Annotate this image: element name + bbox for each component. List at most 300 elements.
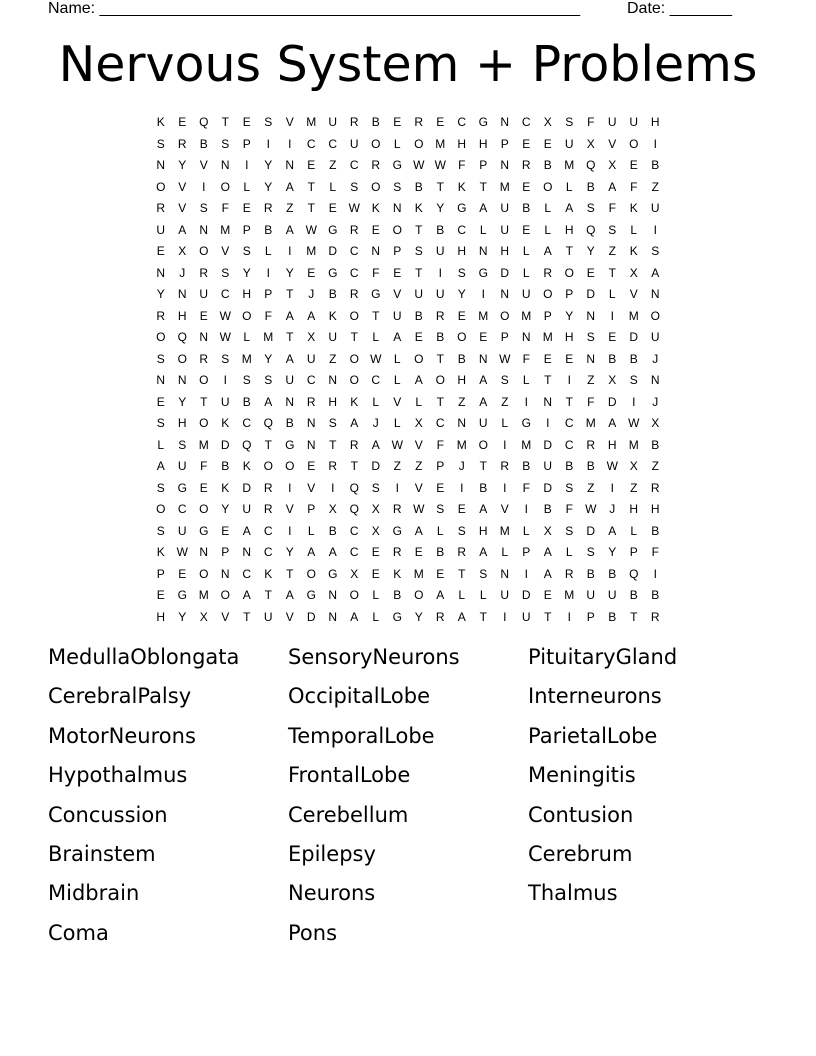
grid-letter[interactable]: U — [607, 115, 617, 129]
grid-letter[interactable]: R — [521, 158, 531, 172]
grid-letter[interactable]: S — [436, 502, 445, 516]
grid-letter[interactable]: B — [479, 480, 488, 495]
grid-letter[interactable]: V — [608, 136, 617, 151]
grid-letter[interactable]: S — [264, 373, 273, 387]
grid-letter[interactable]: E — [221, 523, 230, 538]
grid-letter[interactable]: U — [199, 287, 209, 301]
grid-letter[interactable]: D — [607, 394, 617, 409]
grid-letter[interactable]: H — [564, 222, 574, 237]
grid-letter[interactable]: J — [179, 265, 186, 280]
grid-letter[interactable]: Q — [349, 502, 359, 516]
grid-letter[interactable]: T — [565, 244, 573, 258]
grid-letter[interactable]: W — [413, 158, 425, 172]
grid-letter[interactable]: X — [350, 566, 359, 581]
grid-letter[interactable]: X — [371, 502, 380, 516]
grid-letter[interactable]: O — [242, 308, 252, 323]
grid-letter[interactable]: H — [478, 523, 488, 538]
grid-letter[interactable]: J — [652, 351, 659, 366]
grid-letter[interactable]: Y — [264, 351, 273, 366]
grid-letter[interactable]: O — [629, 136, 639, 151]
grid-letter[interactable]: N — [285, 158, 295, 172]
grid-letter[interactable]: E — [156, 244, 165, 258]
grid-letter[interactable]: A — [543, 566, 552, 581]
grid-letter[interactable]: A — [651, 265, 660, 280]
grid-letter[interactable]: X — [586, 136, 595, 151]
grid-letter[interactable]: N — [457, 416, 467, 430]
grid-letter[interactable]: S — [651, 244, 660, 258]
grid-letter[interactable]: R — [349, 437, 359, 452]
grid-letter[interactable]: G — [199, 523, 209, 538]
grid-letter[interactable]: B — [651, 158, 660, 172]
grid-letter[interactable]: G — [392, 523, 402, 538]
grid-letter[interactable]: G — [285, 437, 295, 452]
grid-letter[interactable]: A — [307, 545, 316, 559]
grid-letter[interactable]: B — [608, 566, 617, 581]
grid-letter[interactable]: S — [479, 566, 488, 581]
grid-letter[interactable]: L — [243, 179, 251, 194]
grid-letter[interactable]: F — [587, 115, 595, 129]
grid-letter[interactable]: F — [565, 502, 573, 516]
grid-letter[interactable]: S — [457, 523, 466, 538]
grid-letter[interactable]: L — [565, 179, 573, 194]
grid-letter[interactable]: S — [178, 437, 187, 452]
grid-letter[interactable]: E — [436, 480, 445, 495]
grid-letter[interactable]: I — [524, 566, 528, 581]
grid-letter[interactable]: P — [543, 308, 552, 323]
grid-letter[interactable]: R — [349, 222, 359, 237]
grid-letter[interactable]: V — [393, 394, 402, 409]
grid-letter[interactable]: T — [630, 609, 638, 624]
grid-letter[interactable]: X — [199, 609, 208, 624]
grid-letter[interactable]: B — [586, 566, 595, 581]
grid-letter[interactable]: R — [392, 502, 402, 516]
grid-letter[interactable]: I — [653, 136, 657, 151]
grid-letter[interactable]: N — [478, 351, 488, 366]
grid-letter[interactable]: R — [199, 351, 209, 366]
grid-letter[interactable]: B — [651, 437, 660, 452]
grid-letter[interactable]: S — [586, 330, 595, 344]
grid-letter[interactable]: Z — [608, 244, 616, 258]
grid-letter[interactable]: Y — [178, 609, 187, 624]
grid-letter[interactable]: R — [177, 136, 187, 151]
grid-letter[interactable]: N — [328, 588, 338, 602]
grid-letter[interactable]: O — [349, 588, 359, 602]
grid-letter[interactable]: E — [307, 158, 316, 172]
grid-letter[interactable]: L — [157, 437, 165, 452]
grid-letter[interactable]: U — [177, 523, 187, 538]
grid-letter[interactable]: M — [542, 330, 553, 344]
grid-letter[interactable]: W — [370, 351, 382, 366]
grid-letter[interactable]: I — [653, 566, 657, 581]
grid-letter[interactable]: E — [522, 179, 531, 194]
grid-letter[interactable]: C — [263, 523, 273, 538]
grid-letter[interactable]: M — [241, 351, 252, 366]
grid-letter[interactable]: U — [650, 330, 660, 344]
grid-letter[interactable]: U — [220, 394, 230, 409]
grid-letter[interactable]: C — [457, 222, 467, 237]
grid-letter[interactable]: E — [565, 351, 574, 366]
grid-letter[interactable]: T — [544, 609, 552, 624]
grid-letter[interactable]: W — [219, 330, 231, 344]
grid-letter[interactable]: T — [565, 394, 573, 409]
grid-letter[interactable]: M — [306, 244, 317, 258]
grid-letter[interactable]: T — [329, 437, 337, 452]
grid-letter[interactable]: X — [371, 523, 380, 538]
grid-letter[interactable]: G — [328, 566, 338, 581]
grid-letter[interactable]: C — [220, 287, 230, 301]
grid-letter[interactable]: L — [436, 523, 444, 538]
grid-letter[interactable]: P — [586, 609, 595, 624]
grid-letter[interactable]: B — [629, 351, 638, 366]
grid-letter[interactable]: U — [392, 308, 402, 323]
grid-letter[interactable]: W — [391, 437, 403, 452]
grid-letter[interactable]: U — [564, 136, 574, 151]
grid-letter[interactable]: A — [414, 373, 423, 387]
grid-letter[interactable]: N — [177, 373, 187, 387]
grid-letter[interactable]: E — [199, 480, 208, 495]
grid-letter[interactable]: H — [500, 244, 510, 258]
grid-letter[interactable]: R — [371, 158, 381, 172]
grid-letter[interactable]: R — [156, 308, 166, 323]
grid-letter[interactable]: A — [242, 588, 251, 602]
grid-letter[interactable]: P — [522, 545, 531, 559]
grid-letter[interactable]: A — [479, 201, 488, 215]
grid-letter[interactable]: N — [650, 287, 660, 301]
grid-letter[interactable]: D — [586, 287, 596, 301]
grid-letter[interactable]: E — [543, 588, 552, 602]
grid-letter[interactable]: G — [392, 609, 402, 624]
grid-letter[interactable]: R — [328, 459, 338, 473]
grid-letter[interactable]: C — [306, 373, 316, 387]
grid-letter[interactable]: L — [393, 416, 401, 430]
grid-letter[interactable]: I — [632, 394, 636, 409]
grid-letter[interactable]: C — [457, 115, 467, 129]
grid-letter[interactable]: I — [288, 480, 292, 495]
grid-letter[interactable]: H — [457, 244, 467, 258]
grid-letter[interactable]: H — [650, 115, 660, 129]
grid-letter[interactable]: F — [651, 545, 659, 559]
grid-letter[interactable]: M — [499, 523, 510, 538]
grid-letter[interactable]: D — [242, 480, 252, 495]
grid-letter[interactable]: L — [458, 588, 466, 602]
grid-letter[interactable]: N — [306, 437, 316, 452]
grid-letter[interactable]: V — [221, 609, 230, 624]
grid-letter[interactable]: L — [479, 222, 487, 237]
grid-letter[interactable]: B — [651, 523, 660, 538]
grid-letter[interactable]: C — [263, 545, 273, 559]
grid-letter[interactable]: K — [156, 545, 165, 559]
grid-letter[interactable]: I — [567, 609, 571, 624]
grid-letter[interactable]: K — [393, 566, 402, 581]
grid-letter[interactable]: T — [479, 459, 487, 473]
grid-letter[interactable]: O — [285, 459, 295, 473]
grid-letter[interactable]: T — [286, 566, 294, 581]
grid-letter[interactable]: U — [650, 201, 660, 215]
grid-letter[interactable]: X — [629, 265, 638, 280]
grid-letter[interactable]: H — [156, 609, 166, 624]
grid-letter[interactable]: S — [608, 222, 617, 237]
grid-letter[interactable]: O — [564, 265, 574, 280]
grid-letter[interactable]: O — [220, 179, 230, 194]
grid-letter[interactable]: T — [372, 308, 380, 323]
grid-letter[interactable]: I — [331, 480, 335, 495]
grid-letter[interactable]: I — [202, 179, 206, 194]
grid-letter[interactable]: E — [522, 222, 531, 237]
grid-letter[interactable]: X — [543, 115, 552, 129]
grid-letter[interactable]: M — [585, 416, 596, 430]
grid-letter[interactable]: T — [350, 330, 358, 344]
grid-letter[interactable]: F — [436, 437, 444, 452]
grid-letter[interactable]: A — [479, 545, 488, 559]
grid-letter[interactable]: E — [242, 201, 251, 215]
grid-letter[interactable]: H — [177, 416, 187, 430]
grid-letter[interactable]: G — [371, 287, 381, 301]
grid-letter[interactable]: I — [524, 394, 528, 409]
grid-letter[interactable]: B — [522, 201, 531, 215]
grid-letter[interactable]: U — [629, 115, 639, 129]
grid-letter[interactable]: C — [349, 265, 359, 280]
grid-letter[interactable]: T — [243, 609, 251, 624]
grid-letter[interactable]: C — [177, 502, 187, 516]
grid-letter[interactable]: B — [221, 459, 230, 473]
grid-letter[interactable]: Z — [630, 480, 638, 495]
grid-letter[interactable]: T — [436, 394, 444, 409]
grid-letter[interactable]: P — [242, 222, 251, 237]
grid-letter[interactable]: Z — [329, 158, 337, 172]
grid-letter[interactable]: S — [199, 201, 208, 215]
grid-letter[interactable]: R — [263, 480, 273, 495]
grid-letter[interactable]: L — [372, 394, 380, 409]
grid-letter[interactable]: T — [200, 394, 208, 409]
grid-letter[interactable]: N — [500, 115, 510, 129]
grid-letter[interactable]: Z — [501, 394, 509, 409]
grid-letter[interactable]: L — [544, 222, 552, 237]
grid-letter[interactable]: I — [524, 502, 528, 516]
grid-letter[interactable]: B — [285, 416, 294, 430]
grid-letter[interactable]: O — [220, 588, 230, 602]
grid-letter[interactable]: B — [608, 609, 617, 624]
grid-letter[interactable]: L — [608, 287, 616, 301]
grid-letter[interactable]: O — [414, 136, 424, 151]
grid-letter[interactable]: M — [263, 330, 274, 344]
grid-letter[interactable]: S — [586, 545, 595, 559]
grid-letter[interactable]: Z — [286, 201, 294, 215]
grid-letter[interactable]: C — [242, 416, 252, 430]
grid-letter[interactable]: I — [546, 416, 550, 430]
grid-letter[interactable]: P — [156, 566, 165, 581]
grid-letter[interactable]: P — [307, 502, 316, 516]
grid-letter[interactable]: K — [156, 115, 165, 129]
grid-letter[interactable]: L — [522, 244, 530, 258]
grid-letter[interactable]: C — [564, 416, 574, 430]
grid-letter[interactable]: H — [564, 330, 574, 344]
grid-letter[interactable]: O — [478, 437, 488, 452]
grid-letter[interactable]: S — [414, 244, 423, 258]
grid-letter[interactable]: V — [307, 480, 316, 495]
grid-letter[interactable]: K — [328, 308, 337, 323]
grid-letter[interactable]: O — [263, 459, 273, 473]
grid-letter[interactable]: O — [650, 308, 660, 323]
grid-letter[interactable]: T — [479, 179, 487, 194]
grid-letter[interactable]: T — [458, 566, 466, 581]
grid-letter[interactable]: C — [349, 545, 359, 559]
grid-letter[interactable]: U — [521, 287, 531, 301]
grid-letter[interactable]: M — [628, 437, 639, 452]
grid-letter[interactable]: Q — [586, 222, 596, 237]
grid-letter[interactable]: A — [479, 502, 488, 516]
grid-letter[interactable]: O — [392, 222, 402, 237]
grid-letter[interactable]: N — [500, 287, 510, 301]
grid-letter[interactable]: R — [650, 609, 660, 624]
grid-letter[interactable]: L — [415, 394, 423, 409]
grid-letter[interactable]: F — [458, 158, 466, 172]
grid-letter[interactable]: O — [199, 373, 209, 387]
grid-letter[interactable]: O — [414, 588, 424, 602]
grid-letter[interactable]: A — [285, 179, 294, 194]
grid-letter[interactable]: B — [543, 502, 552, 516]
grid-letter[interactable]: T — [415, 222, 423, 237]
grid-letter[interactable]: R — [586, 437, 596, 452]
grid-letter[interactable]: S — [457, 265, 466, 280]
grid-letter[interactable]: B — [414, 179, 423, 194]
grid-letter[interactable]: U — [478, 416, 488, 430]
grid-letter[interactable]: B — [543, 158, 552, 172]
grid-letter[interactable]: S — [629, 373, 638, 387]
grid-letter[interactable]: V — [199, 158, 208, 172]
grid-letter[interactable]: V — [178, 201, 187, 215]
grid-letter[interactable]: R — [349, 115, 359, 129]
grid-letter[interactable]: I — [503, 480, 507, 495]
grid-letter[interactable]: R — [349, 287, 359, 301]
grid-letter[interactable]: Y — [178, 394, 187, 409]
grid-letter[interactable]: A — [371, 437, 380, 452]
grid-letter[interactable]: B — [522, 459, 531, 473]
grid-letter[interactable]: E — [414, 545, 423, 559]
grid-letter[interactable]: X — [608, 373, 617, 387]
grid-letter[interactable]: M — [521, 437, 532, 452]
grid-letter[interactable]: N — [543, 394, 553, 409]
grid-letter[interactable]: V — [393, 287, 402, 301]
grid-letter[interactable]: P — [242, 136, 251, 151]
grid-letter[interactable]: L — [522, 265, 530, 280]
grid-letter[interactable]: P — [264, 287, 273, 301]
grid-letter[interactable]: O — [156, 502, 166, 516]
grid-letter[interactable]: P — [500, 330, 509, 344]
grid-letter[interactable]: U — [435, 287, 445, 301]
grid-letter[interactable]: V — [221, 244, 230, 258]
grid-letter[interactable]: R — [199, 265, 209, 280]
grid-letter[interactable]: T — [350, 459, 358, 473]
grid-letter[interactable]: A — [608, 179, 617, 194]
grid-letter[interactable]: C — [349, 158, 359, 172]
grid-letter[interactable]: O — [457, 330, 467, 344]
grid-letter[interactable]: N — [199, 545, 209, 559]
grid-letter[interactable]: I — [438, 265, 442, 280]
grid-letter[interactable]: U — [500, 201, 510, 215]
grid-letter[interactable]: A — [393, 330, 402, 344]
grid-letter[interactable]: J — [652, 394, 659, 409]
grid-letter[interactable]: I — [266, 265, 270, 280]
grid-letter[interactable]: X — [651, 416, 660, 430]
grid-letter[interactable]: Z — [587, 480, 595, 495]
grid-letter[interactable]: F — [630, 179, 638, 194]
grid-letter[interactable]: B — [242, 394, 251, 409]
grid-letter[interactable]: G — [521, 416, 531, 430]
grid-letter[interactable]: J — [609, 502, 616, 516]
grid-letter[interactable]: S — [500, 373, 509, 387]
grid-letter[interactable]: G — [177, 588, 187, 602]
grid-letter[interactable]: U — [586, 588, 596, 602]
grid-letter[interactable]: L — [329, 179, 337, 194]
grid-letter[interactable]: L — [522, 373, 530, 387]
grid-letter[interactable]: T — [544, 373, 552, 387]
grid-letter[interactable]: E — [328, 201, 337, 215]
grid-letter[interactable]: W — [176, 545, 188, 559]
grid-letter[interactable]: P — [393, 244, 402, 258]
grid-letter[interactable]: F — [200, 459, 208, 473]
grid-letter[interactable]: O — [371, 136, 381, 151]
grid-letter[interactable]: T — [264, 588, 272, 602]
grid-letter[interactable]: O — [199, 244, 209, 258]
grid-letter[interactable]: R — [392, 545, 402, 559]
grid-letter[interactable]: Y — [264, 158, 273, 172]
grid-letter[interactable]: X — [328, 502, 337, 516]
grid-letter[interactable]: U — [242, 502, 252, 516]
grid-letter[interactable]: N — [199, 330, 209, 344]
grid-letter[interactable]: A — [264, 394, 273, 409]
grid-letter[interactable]: U — [156, 222, 166, 237]
grid-letter[interactable]: U — [414, 287, 424, 301]
grid-letter[interactable]: S — [156, 136, 165, 151]
grid-letter[interactable]: Y — [436, 201, 445, 215]
grid-letter[interactable]: O — [156, 330, 166, 344]
grid-letter[interactable]: H — [328, 394, 338, 409]
grid-letter[interactable]: Y — [586, 244, 595, 258]
grid-letter[interactable]: R — [564, 566, 574, 581]
grid-letter[interactable]: A — [543, 545, 552, 559]
grid-letter[interactable]: L — [264, 244, 272, 258]
grid-letter[interactable]: A — [285, 222, 294, 237]
grid-letter[interactable]: N — [650, 373, 660, 387]
grid-letter[interactable]: L — [501, 545, 509, 559]
grid-letter[interactable]: U — [285, 373, 295, 387]
grid-letter[interactable]: I — [288, 244, 292, 258]
grid-letter[interactable]: Q — [263, 416, 273, 430]
grid-letter[interactable]: F — [522, 480, 530, 495]
grid-letter[interactable]: N — [306, 416, 316, 430]
grid-letter[interactable]: O — [543, 179, 553, 194]
grid-letter[interactable]: E — [371, 545, 380, 559]
grid-letter[interactable]: U — [263, 609, 273, 624]
grid-letter[interactable]: H — [478, 136, 488, 151]
grid-letter[interactable]: U — [349, 136, 359, 151]
grid-letter[interactable]: S — [565, 115, 574, 129]
grid-letter[interactable]: Y — [414, 609, 423, 624]
grid-letter[interactable]: A — [608, 523, 617, 538]
grid-letter[interactable]: E — [178, 566, 187, 581]
grid-letter[interactable]: F — [608, 201, 616, 215]
grid-letter[interactable]: M — [198, 437, 209, 452]
grid-letter[interactable]: S — [221, 265, 230, 280]
grid-letter[interactable]: N — [220, 566, 230, 581]
grid-letter[interactable]: K — [414, 201, 423, 215]
grid-letter[interactable]: C — [521, 115, 531, 129]
grid-letter[interactable]: R — [306, 394, 316, 409]
grid-letter[interactable]: N — [156, 373, 166, 387]
grid-letter[interactable]: Q — [586, 158, 596, 172]
grid-letter[interactable]: O — [414, 351, 424, 366]
grid-letter[interactable]: S — [586, 201, 595, 215]
